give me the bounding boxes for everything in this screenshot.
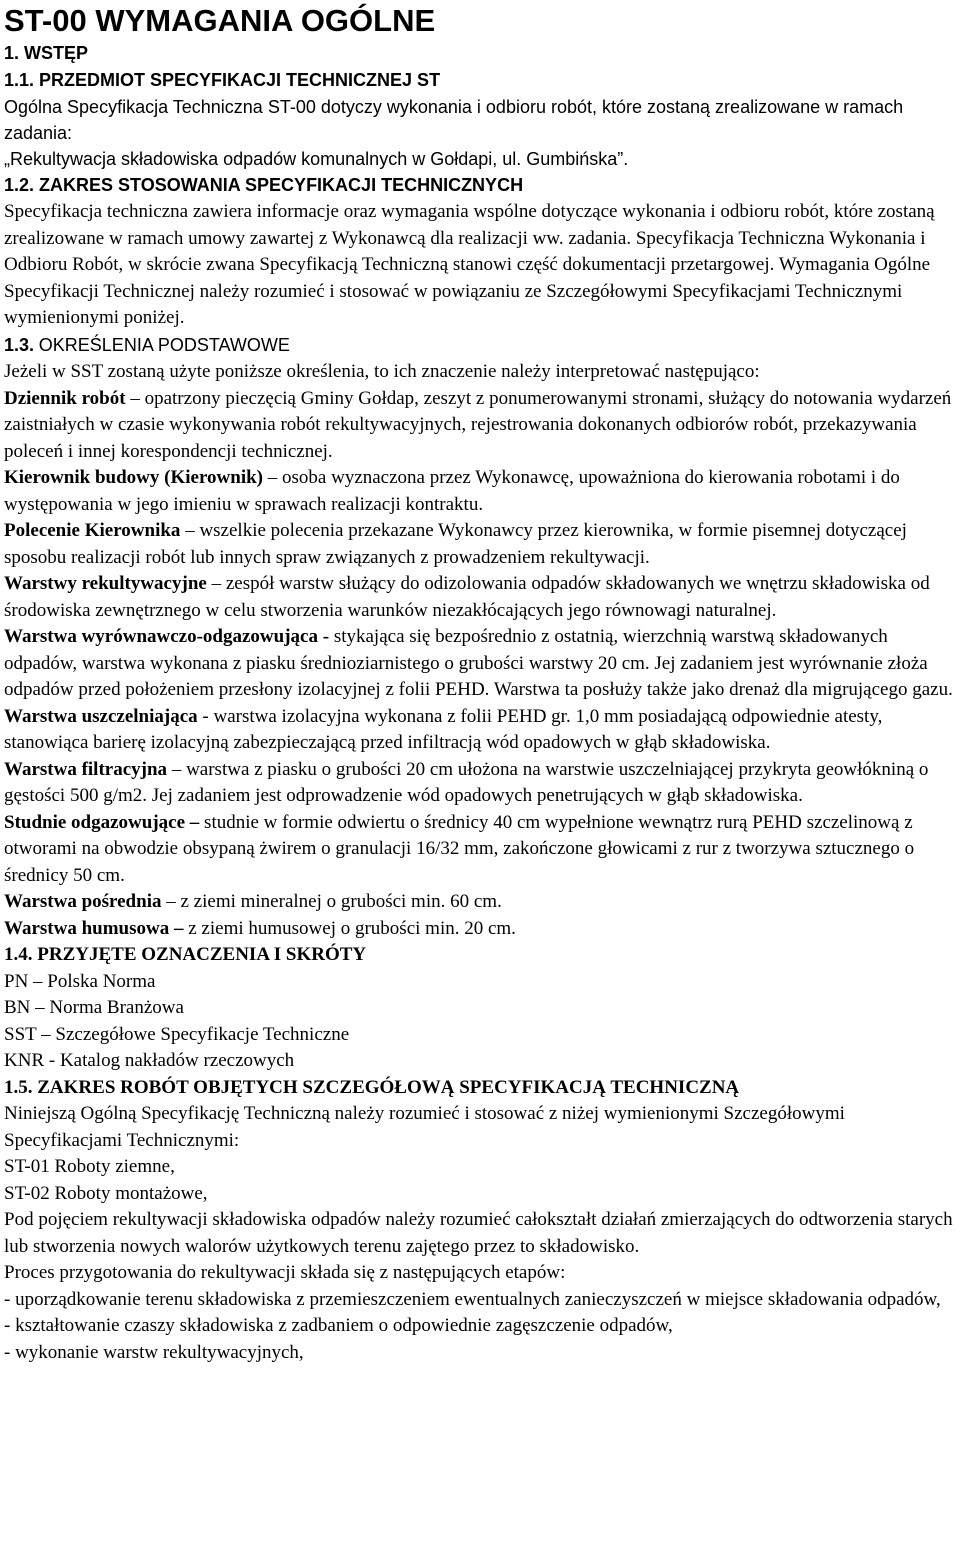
section-1-3-intro: Jeżeli w SST zostaną użyte poniższe określenia, to ich znaczenie należy interpretować następująco:: [4, 361, 760, 382]
definition-term: Dziennik robót: [4, 387, 126, 409]
definition-text: – wszelkie polecenia przekazane Wykonawcy przez kierownika, w formie pisemnej dotyczącej sposobu realizacji robót lub innych spraw związanych z prowadzeniem rekultywacji.: [4, 520, 907, 568]
definition: [4, 810, 956, 890]
definition-text: stykająca się bezpośrednio z ostatnią, wierzchnią warstwą składowanych odpadów, warstwa wykonana z piasku średnioziarnistego o grubości warstwy 20 cm. Jej zadaniem jest wyrównanie złoża odpadów przed położeniem przesłony izolacyjnej z folii PEHD. Warstwa ta posłuży także jako drenaż dla migrującego gazu.: [4, 626, 953, 700]
section-1-3-number: 1.3.: [4, 334, 35, 355]
process-step: - wykonanie warstw rekultywacyjnych,: [4, 1341, 304, 1363]
definition-term: Warstwa wyrównawczo-odgazowująca -: [4, 626, 330, 647]
definition: [4, 889, 956, 916]
section-1-5-heading: 1.5. ZAKRES ROBÓT OBJĘTYCH SZCZEGÓŁOWĄ SPECYFIKACJĄ TECHNICZNĄ: [4, 1076, 740, 1098]
abbreviation-item: PN – Polska Norma: [4, 970, 156, 992]
definition-term: Warstwa humusowa –: [4, 917, 184, 939]
abbreviation-item: KNR - Katalog nakładów rzeczowych: [4, 1050, 295, 1071]
definition-term: Polecenie Kierownika: [4, 520, 181, 541]
definition-text: – osoba wyznaczona przez Wykonawcę, upoważniona do kierowania robotami i do występowania w jego imieniu w sprawach realizacji kontraktu.: [4, 467, 900, 515]
definition-text: – z ziemi mineralnej o grubości min. 60 cm.: [161, 891, 502, 912]
definition: [4, 704, 956, 757]
definition-term: Kierownik budowy (Kierownik): [4, 467, 264, 488]
abbreviation-item: BN – Norma Branżowa: [4, 997, 184, 1018]
section-1-1-heading: 1.1. PRZEDMIOT SPECYFIKACJI TECHNICZNEJ ST: [4, 70, 441, 90]
definition: [4, 386, 956, 466]
definition-term: Warstwa pośrednia: [4, 891, 162, 912]
section-1-2-heading: 1.2. ZAKRES STOSOWANIA SPECYFIKACJI TECHNICZNYCH: [4, 175, 524, 195]
document-title: ST-00 WYMAGANIA OGÓLNE: [4, 3, 436, 38]
section-1-4-heading: 1.4. PRZYJĘTE OZNACZENIA I SKRÓTY: [4, 944, 367, 965]
definition: [4, 757, 956, 810]
definition: [4, 465, 956, 518]
section-1-3-heading: [4, 332, 956, 360]
abbreviation-item: SST – Szczegółowe Specyfikacje Techniczne: [4, 1023, 350, 1045]
section-1-1-paragraph: Ogólna Specyfikacja Techniczna ST-00 dotyczy wykonania i odbioru robót, które zostaną zrealizowane w ramach zadania:: [4, 97, 904, 143]
definition-text: – opatrzony pieczęcią Gminy Gołdap, zeszyt z ponumerowanymi stronami, służący do notowania wydarzeń zaistniałych w czasie wykonywania robót rekultywacyjnych, rejestrowania dokonanych odbiorów robót, przekazywania poleceń i innej korespondencji technicznej.: [4, 387, 952, 462]
definition-text: – zespół warstw służący do odizolowania odpadów składowanych we wnętrzu składowiska od środowiska zewnętrznego w celu stworzenia warunków niezakłócających jego równowagi naturalnej.: [4, 573, 930, 621]
section-1-3-title: OKREŚLENIA PODSTAWOWE: [38, 334, 290, 355]
section-1-5-paragraph: Niniejszą Ogólną Specyfikację Techniczną należy rozumieć i stosować z niżej wymienionymi Szczegółowymi Specyfikacjami Technicznymi:: [4, 1103, 845, 1151]
definition-term: Studnie odgazowujące –: [4, 811, 200, 833]
section-1-1-task-name: „Rekultywacja składowiska odpadów komunalnych w Gołdapi, ul. Gumbińska”.: [4, 149, 629, 169]
section-1-5-definition-paragraph: Pod pojęciem rekultywacji składowiska odpadów należy rozumieć całokształt działań zmierzających do odtworzenia starych lub stworzenia nowych walorów użytkowych terenu zajętego przez to składowisko.: [4, 1209, 953, 1257]
section-1-5-process-intro: Proces przygotowania do rekultywacji składa się z następujących etapów:: [4, 1262, 566, 1283]
definition-text: z ziemi humusowej o grubości min. 20 cm.: [183, 917, 516, 939]
section-1-2-paragraph: Specyfikacja techniczna zawiera informacje oraz wymagania wspólne dotyczące wykonania i odbioru robót, które zostaną zrealizowane w ramach umowy zawartej z Wykonawcą dla realizacji ww. zadania. Specyfikacja Techniczna Wykonania i Odbioru Robót, w skrócie zwana Specyfikacją Techniczną stanowi część dokumentacji przetargowej. Wymagania Ogólne Specyfikacji Technicznej należy rozumieć i stosować w powiązaniu ze Szczegółowymi Specyfikacjami Technicznymi wymienionymi poniżej.: [4, 201, 935, 328]
process-step: - uporządkowanie terenu składowiska z przemieszczeniem ewentualnych zanieczyszczeń w miejsce składowania odpadów,: [4, 1288, 941, 1310]
definition-term: Warstwy rekultywacyjne: [4, 573, 207, 594]
definition-text: studnie w formie odwiertu o średnicy 40 cm wypełnione wewnątrz rurą PEHD szczelinową z otworami na obwodzie obsypaną żwirem o granulacji 16/32 mm, zakończone głowicami z rur z tworzywa sztucznego o średnicy 50 cm.: [4, 811, 915, 886]
definition-term: Warstwa filtracyjna: [4, 758, 168, 780]
process-step: - kształtowanie czaszy składowiska z zadbaniem o odpowiednie zagęszczenie odpadów,: [4, 1315, 673, 1336]
definition: [4, 916, 956, 943]
definition-term: Warstwa uszczelniająca: [4, 705, 198, 727]
spec-list-item: ST-01 Roboty ziemne,: [4, 1156, 175, 1177]
definition-text: – warstwa z piasku o grubości 20 cm ułożona na warstwie uszczelniającej przykryta geowłókniną o gęstości 500 g/m2. Jej zadaniem jest odprowadzenie wód opadowych penetrujących w głąb składowiska.: [4, 758, 929, 806]
section-1-heading: 1. WSTĘP: [4, 43, 89, 63]
definition: [4, 518, 956, 571]
definition: [4, 571, 956, 624]
definition-text: - warstwa izolacyjna wykonana z folii PEHD gr. 1,0 mm posiadającą odpowiednie atesty, stanowiąca barierę izolacyjną zabezpieczającą przed infiltracją wód opadowych w głąb składowiska.: [4, 705, 883, 753]
definition: [4, 624, 956, 704]
spec-list-item: ST-02 Roboty montażowe,: [4, 1182, 208, 1204]
